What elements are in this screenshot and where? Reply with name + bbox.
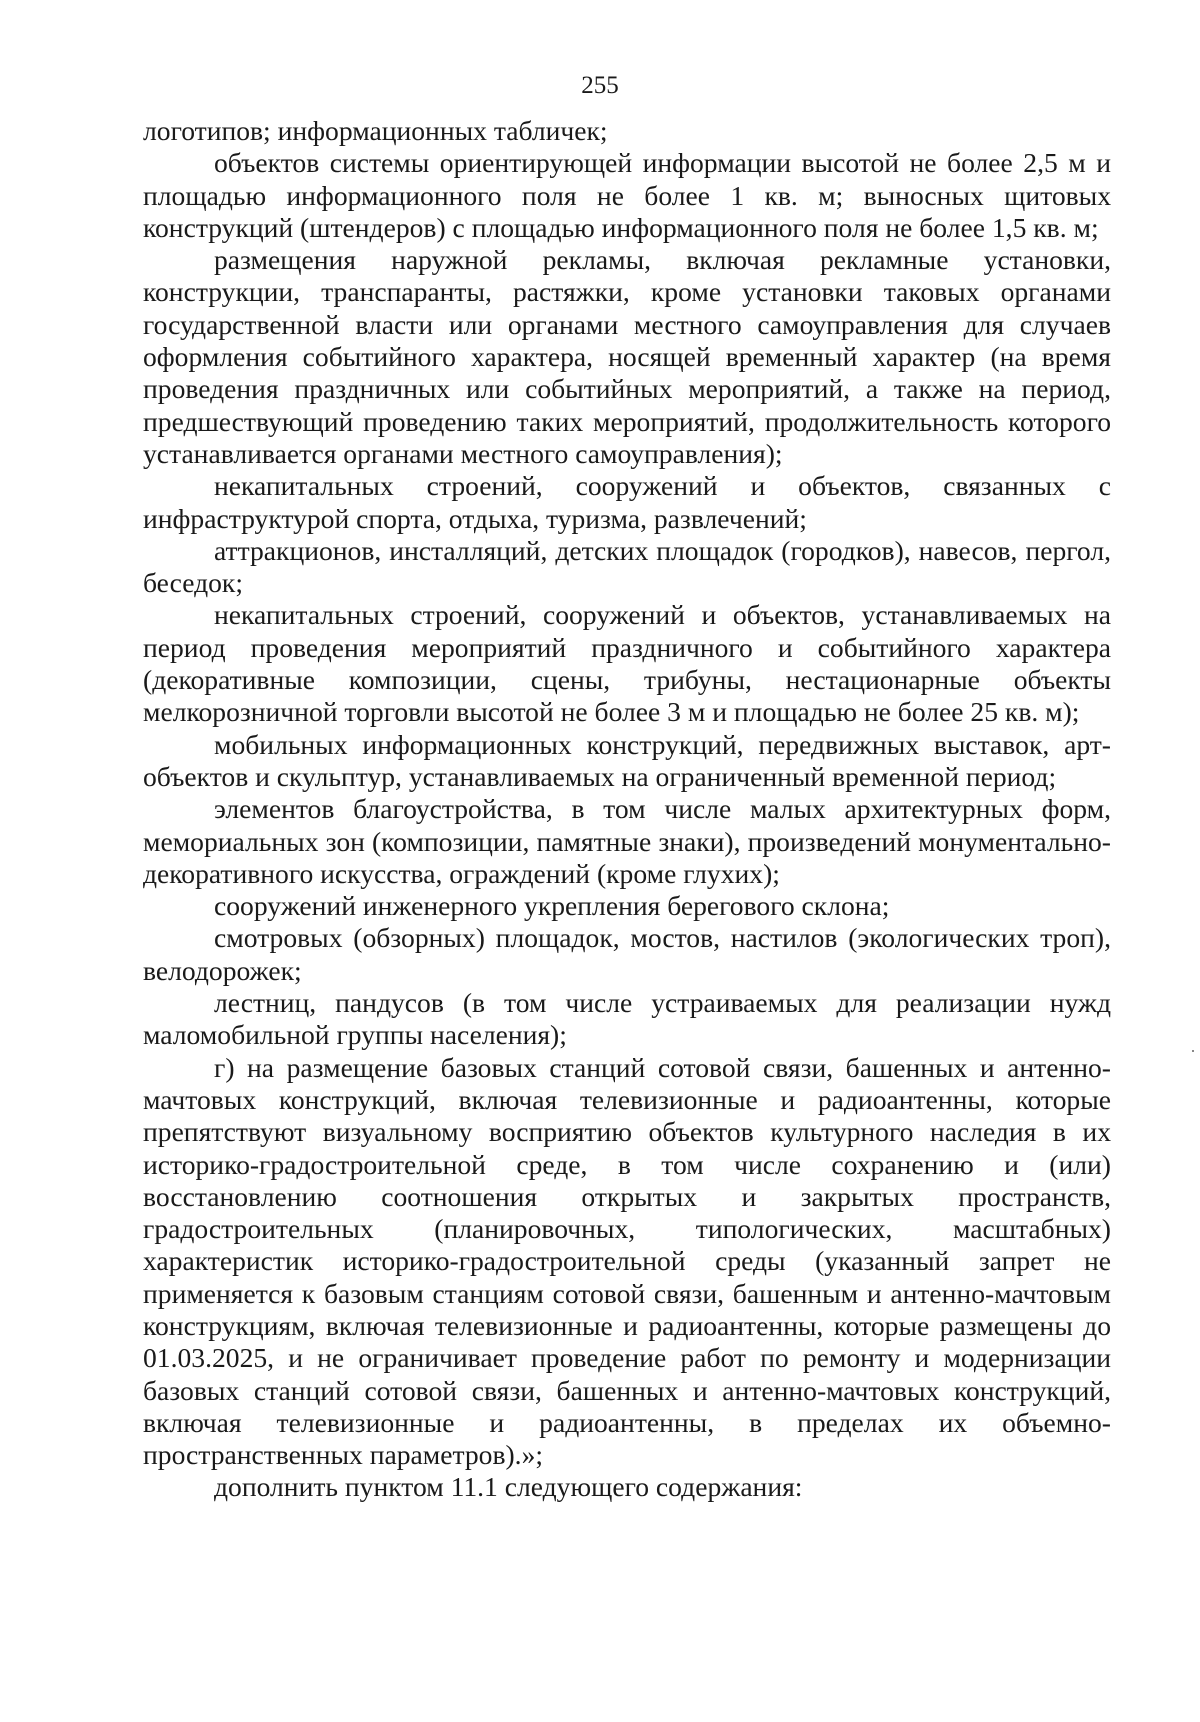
paragraph-non-capital-structures-events: некапитальных строений, сооружений и объектов, устанавливаемых на период проведения мероприятий праздничного и событийного характера (декоративные композиции, сцены, трибуны, нестационарные объекты мелкорозничной торговли высотой не более 3 м и площадью не более 25 кв. м); [143,599,1111,728]
paragraph-non-capital-structures-sport: некапитальных строений, сооружений и объектов, связанных с инфраструктурой спорта, отдыха, туризма, развлечений; [143,470,1111,534]
paragraph-mobile-info-constructions: мобильных информационных конструкций, передвижных выставок, арт-объектов и скульптур, устанавливаемых на ограниченный временной период; [143,728,1111,792]
paragraph-stairs-ramps: лестниц, пандусов (в том числе устраиваемых для реализации нужд маломобильной группы населения); [143,987,1111,1051]
paragraph-attractions: аттракционов, инсталляций, детских площадок (городков), навесов, пергол, беседок; [143,534,1111,599]
paragraph-outdoor-advertising: размещения наружной рекламы, включая рекламные установки, конструкции, транспаранты, растяжки, кроме установки таковых органами государственной власти или органами местного самоуправления для случаев оформления событийного характера, носящей временный характер (на время проведения праздничных или событийных мероприятий, а также на период, предшествующий проведению таких мероприятий, продолжительность которого устанавливается органами местного самоуправления); [143,244,1111,469]
paragraph-orientation-objects: объектов системы ориентирующей информации высотой не более 2,5 м и площадью информационного поля не более 1 кв. м; выносных щитовых конструкций (штендеров) с площадью информационного поля не более 1,5 кв. м; [143,147,1111,243]
paragraph-bank-reinforcement: сооружений инженерного укрепления берегового склона; [214,890,890,922]
paragraph-logos: логотипов; информационных табличек; [143,115,608,146]
scan-speck [1192,1050,1194,1052]
page-number: 255 [581,72,619,99]
paragraph-observation-platforms: смотровых (обзорных) площадок, мостов, настилов (экологических троп), велодорожек; [143,922,1111,986]
paragraph-landscaping-elements: элементов благоустройства, в том числе малых архитектурных форм, мемориальных зон (композиции, памятные знаки), произведений монументально-декоративного искусства, ограждений (кроме глухих); [143,793,1111,889]
paragraph-item-g-base-stations: г) на размещение базовых станций сотовой связи, башенных и антенно-мачтовых конструкций, включая телевизионные и радиоантенны, которые препятствуют визуальному восприятию объектов культурного наследия в их историко-градостроительной среде, в том числе сохранению и (или) восстановлению соотношения открытых и закрытых пространств, градостроительных (планировочных, типологических, масштабных) характеристик историко-градостроительной среды (указанный запрет не применяется к базовым станциям сотовой связи, башенным и антенно-мачтовым конструкциям, включая телевизионные и радиоантенны, которые размещены до 01.03.2025, и не ограничивает проведение работ по ремонту и модернизации базовых станций сотовой связи, башенных и антенно-мачтовых конструкций, включая телевизионные и радиоантенны, в пределах их объемно-пространственных параметров).»; [143,1051,1111,1471]
paragraph-add-item-11-1: дополнить пунктом 11.1 следующего содержания: [214,1471,803,1503]
document-body [143,115,1111,1504]
